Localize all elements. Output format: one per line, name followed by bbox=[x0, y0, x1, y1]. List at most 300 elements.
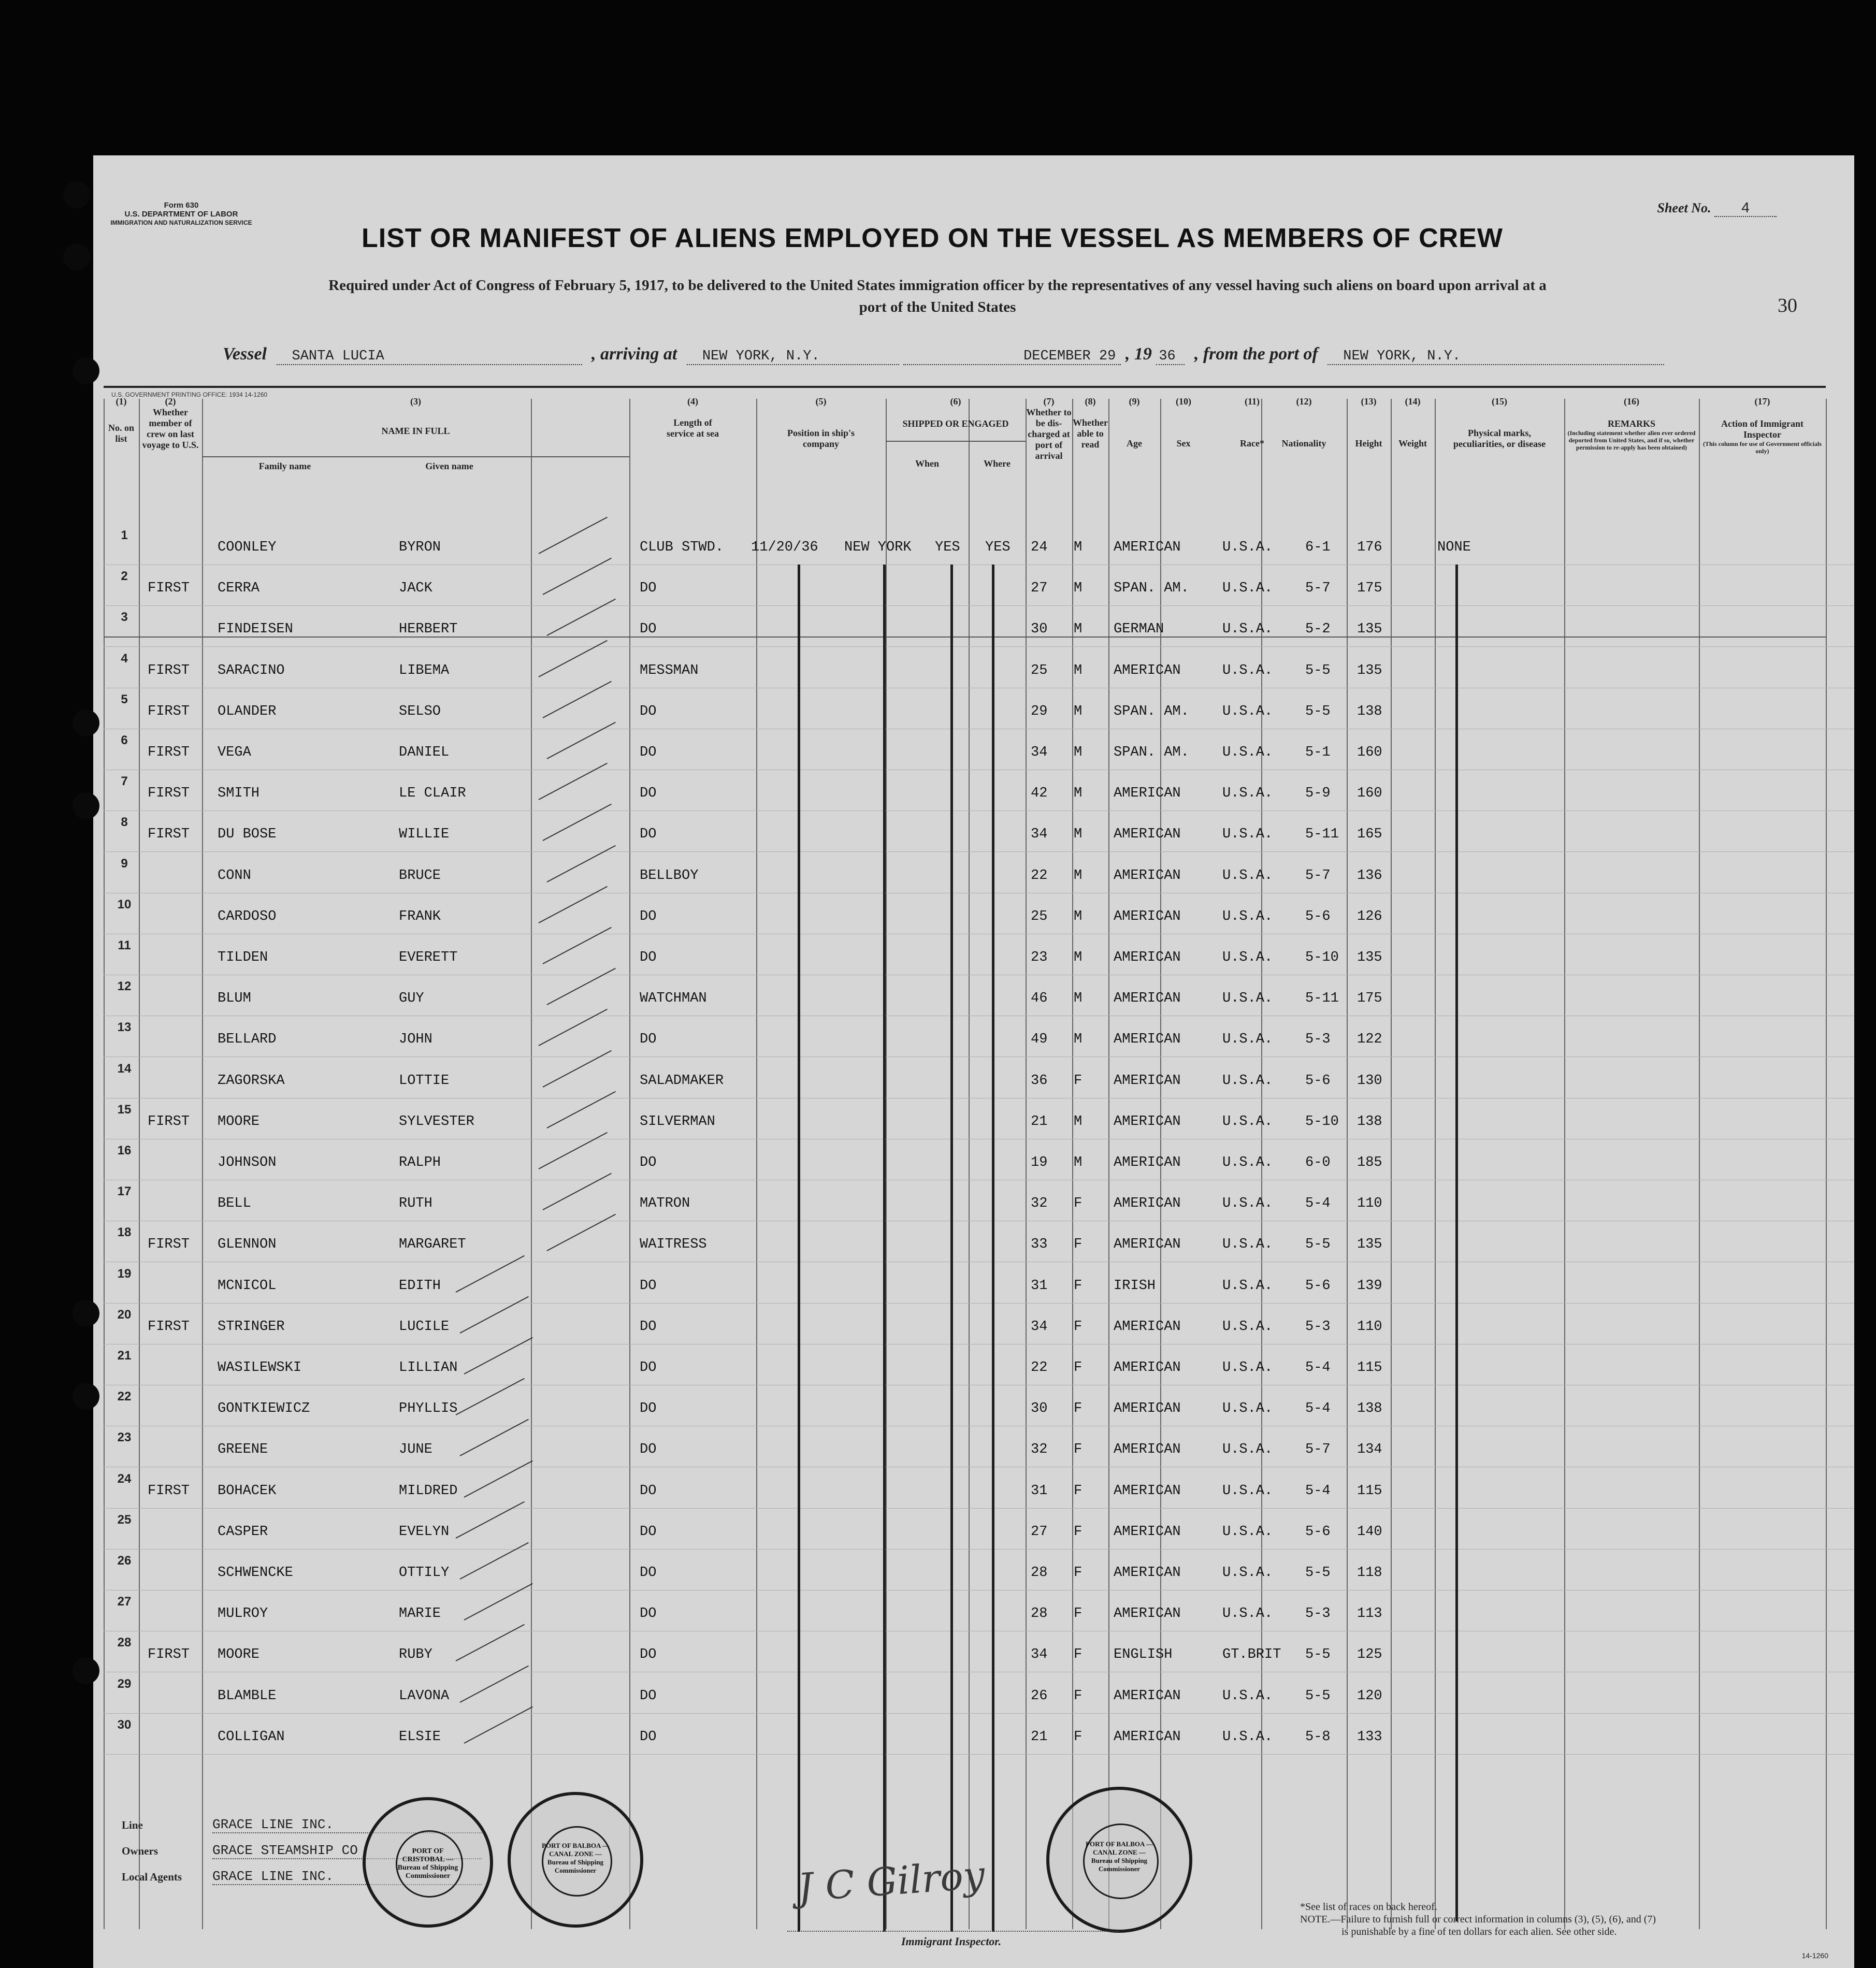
sex: M bbox=[1074, 786, 1083, 802]
balboa-canal-zone-seal bbox=[1046, 1787, 1192, 1933]
manifest-sheet bbox=[93, 155, 1854, 1968]
nationality: U.S.A. bbox=[1222, 1360, 1273, 1376]
age: 30 bbox=[1031, 1401, 1048, 1417]
weight: 138 bbox=[1357, 703, 1382, 719]
age: 34 bbox=[1031, 827, 1048, 843]
able-to-read: YES bbox=[985, 540, 1011, 555]
sex: M bbox=[1074, 662, 1083, 678]
row-rule bbox=[104, 1303, 1854, 1304]
weight: 110 bbox=[1357, 1196, 1382, 1212]
ship-position: DO bbox=[640, 1360, 657, 1376]
weight: 120 bbox=[1357, 1688, 1382, 1704]
weight: 138 bbox=[1357, 1401, 1382, 1417]
nationality: GT.BRIT bbox=[1222, 1647, 1281, 1663]
race: AMERICAN bbox=[1114, 991, 1181, 1007]
punch-hole bbox=[63, 181, 90, 208]
row-number: 6 bbox=[121, 733, 128, 747]
weight: 138 bbox=[1357, 1113, 1382, 1130]
race: AMERICAN bbox=[1114, 1360, 1181, 1376]
col16-label: REMARKS bbox=[1607, 418, 1655, 429]
weight: 175 bbox=[1357, 991, 1382, 1007]
height: 5-6 bbox=[1305, 1278, 1331, 1294]
col7-label: Whether to be dis- charged at port of arrival bbox=[1026, 407, 1072, 461]
ship-position: DO bbox=[640, 908, 657, 924]
race: AMERICAN bbox=[1114, 1113, 1181, 1130]
crew-last-voyage: FIRST bbox=[148, 1237, 190, 1253]
nationality: U.S.A. bbox=[1222, 1483, 1273, 1499]
given-name: ELSIE bbox=[399, 1729, 441, 1745]
height: 5-5 bbox=[1305, 1237, 1331, 1253]
sex: M bbox=[1074, 827, 1083, 843]
punch-hole bbox=[73, 710, 99, 736]
owners-label: Owners bbox=[122, 1845, 158, 1857]
col1-number: (1) bbox=[116, 396, 127, 407]
age: 49 bbox=[1031, 1032, 1048, 1048]
col6-number: (6) bbox=[950, 396, 961, 407]
note-line-1: *See list of races on back hereof. bbox=[1300, 1901, 1437, 1913]
row-rule bbox=[104, 646, 1854, 647]
sex: M bbox=[1074, 867, 1083, 884]
sex: M bbox=[1074, 621, 1083, 638]
sex: M bbox=[1074, 908, 1083, 924]
form-number: Form 630 bbox=[164, 201, 199, 210]
from-port: NEW YORK, N.Y. bbox=[1327, 349, 1664, 365]
sex: F bbox=[1074, 1688, 1083, 1704]
nationality: U.S.A. bbox=[1222, 1524, 1273, 1540]
age: 31 bbox=[1031, 1278, 1048, 1294]
family-name: OLANDER bbox=[218, 703, 277, 719]
col3-number: (3) bbox=[410, 396, 421, 407]
service-name: IMMIGRATION AND NATURALIZATION SERVICE bbox=[110, 219, 252, 226]
subtitle-line-2: port of the United States bbox=[859, 299, 1016, 315]
race: AMERICAN bbox=[1114, 1442, 1181, 1458]
age: 21 bbox=[1031, 1113, 1048, 1130]
ship-position: DO bbox=[640, 745, 657, 760]
given-name: LILLIAN bbox=[399, 1360, 458, 1376]
age: 28 bbox=[1031, 1606, 1048, 1622]
row-rule bbox=[104, 1754, 1854, 1755]
nationality: U.S.A. bbox=[1222, 1237, 1273, 1253]
given-name: JUNE bbox=[399, 1442, 432, 1458]
col3-header bbox=[202, 396, 629, 457]
col9-header bbox=[1108, 396, 1160, 449]
service-check-mark bbox=[456, 1378, 525, 1415]
weight: 115 bbox=[1357, 1360, 1382, 1376]
sheet-number-label: Sheet No. bbox=[1657, 200, 1711, 215]
sex: M bbox=[1074, 1113, 1083, 1130]
col16-note: (Including statement whether alien ever ordered deported from United States, and if so, whether permission to re-apply has been obtained) bbox=[1567, 429, 1696, 451]
service-check-mark bbox=[460, 1542, 529, 1580]
weight: 110 bbox=[1357, 1319, 1382, 1335]
punch-hole bbox=[73, 1657, 99, 1684]
race: AMERICAN bbox=[1114, 1237, 1181, 1253]
ship-position: MESSMAN bbox=[640, 662, 699, 678]
ship-position: CLUB STWD. bbox=[640, 540, 724, 555]
family-name: CERRA bbox=[218, 581, 260, 597]
race: SPAN. AM. bbox=[1114, 745, 1189, 760]
page-title: LIST OR MANIFEST OF ALIENS EMPLOYED ON THE VESSEL AS MEMBERS OF CREW bbox=[362, 223, 1503, 253]
age: 42 bbox=[1031, 786, 1048, 802]
race: AMERICAN bbox=[1114, 1688, 1181, 1704]
height: 5-4 bbox=[1305, 1196, 1331, 1212]
nationality: U.S.A. bbox=[1222, 745, 1273, 760]
row-rule bbox=[104, 1508, 1854, 1509]
race: IRISH bbox=[1114, 1278, 1156, 1294]
sex: F bbox=[1074, 1278, 1083, 1294]
family-name: MCNICOL bbox=[218, 1278, 277, 1294]
weight: 165 bbox=[1357, 827, 1382, 843]
weight: 133 bbox=[1357, 1729, 1382, 1745]
family-name: GLENNON bbox=[218, 1237, 277, 1253]
weight: 139 bbox=[1357, 1278, 1382, 1294]
ship-position: DO bbox=[640, 1155, 657, 1170]
ditto-line-read bbox=[992, 565, 994, 1932]
family-name: JOHNSON bbox=[218, 1155, 277, 1170]
weight: 130 bbox=[1357, 1073, 1382, 1089]
service-check-mark bbox=[539, 763, 608, 800]
sex: F bbox=[1074, 1565, 1083, 1581]
agents-label: Local Agents bbox=[122, 1871, 182, 1883]
row-number: 14 bbox=[117, 1061, 132, 1076]
nationality: U.S.A. bbox=[1222, 1606, 1273, 1622]
department-name: U.S. DEPARTMENT OF LABOR bbox=[124, 210, 238, 219]
family-name: MOORE bbox=[218, 1113, 260, 1130]
punch-hole bbox=[73, 1300, 99, 1327]
vessel-line bbox=[218, 344, 1664, 365]
discharged-flag: YES bbox=[935, 540, 960, 555]
nationality: U.S.A. bbox=[1222, 1113, 1273, 1130]
row-number: 26 bbox=[117, 1554, 132, 1568]
age: 25 bbox=[1031, 908, 1048, 924]
page-subtitle bbox=[124, 274, 1751, 318]
subtitle-line-1: Required under Act of Congress of February 5, 1917, to be delivered to the United States immigration officer by the representatives of any vessel having such aliens on board upon arrival at a bbox=[328, 277, 1547, 294]
height: 5-6 bbox=[1305, 1524, 1331, 1540]
given-name: GUY bbox=[399, 991, 424, 1007]
from-port-label: , from the port of bbox=[1194, 344, 1318, 364]
col16-header bbox=[1564, 396, 1699, 451]
row-number: 16 bbox=[117, 1144, 132, 1157]
family-name: CASPER bbox=[218, 1524, 268, 1540]
row-number: 10 bbox=[117, 897, 132, 911]
row-number: 30 bbox=[117, 1717, 132, 1732]
race: AMERICAN bbox=[1114, 908, 1181, 924]
punch-hole bbox=[73, 1383, 99, 1410]
given-name: SELSO bbox=[399, 703, 441, 719]
row-number: 24 bbox=[117, 1471, 132, 1486]
height: 5-1 bbox=[1305, 745, 1331, 760]
given-name: OTTILY bbox=[399, 1565, 450, 1581]
service-check-mark bbox=[460, 1419, 529, 1456]
row-number: 9 bbox=[121, 856, 128, 871]
col17-header bbox=[1699, 396, 1826, 455]
col12-number: (12) bbox=[1296, 396, 1312, 407]
nationality: U.S.A. bbox=[1222, 786, 1273, 802]
service-check-mark bbox=[547, 845, 616, 882]
given-name: LAVONA bbox=[399, 1688, 450, 1704]
row-number: 23 bbox=[117, 1430, 132, 1445]
crew-last-voyage: FIRST bbox=[148, 581, 190, 597]
col9-number: (9) bbox=[1129, 396, 1140, 407]
service-check-mark bbox=[464, 1706, 533, 1743]
race: AMERICAN bbox=[1114, 1401, 1181, 1417]
service-check-mark bbox=[456, 1255, 525, 1292]
note-line-2: NOTE.—Failure to furnish full or correct information in columns (3), (5), (6), and (7) bbox=[1300, 1914, 1656, 1925]
year-suffix: 36 bbox=[1156, 349, 1185, 365]
race: AMERICAN bbox=[1114, 950, 1181, 965]
crew-last-voyage: FIRST bbox=[148, 827, 190, 843]
family-name: GONTKIEWICZ bbox=[218, 1401, 310, 1417]
col6-header bbox=[886, 396, 1026, 442]
given-name: BYRON bbox=[399, 540, 441, 555]
ship-position: SILVERMAN bbox=[640, 1113, 715, 1130]
row-number: 8 bbox=[121, 815, 128, 830]
race: AMERICAN bbox=[1114, 1155, 1181, 1170]
given-name: RUBY bbox=[399, 1647, 432, 1663]
arriving-label: , arriving at bbox=[591, 344, 677, 364]
col5-header bbox=[756, 396, 886, 450]
given-name: JOHN bbox=[399, 1032, 432, 1048]
shipped-when: 11/20/36 bbox=[751, 540, 818, 555]
given-name: MARIE bbox=[399, 1606, 441, 1622]
nationality: U.S.A. bbox=[1222, 1196, 1273, 1212]
col4-header bbox=[629, 396, 756, 439]
service-check-mark bbox=[543, 1050, 612, 1087]
ditto-line-discharged bbox=[950, 565, 953, 1932]
age: 28 bbox=[1031, 1565, 1048, 1581]
service-check-mark bbox=[539, 640, 608, 677]
col4-number: (4) bbox=[687, 396, 698, 407]
given-name: RUTH bbox=[399, 1196, 432, 1212]
service-check-mark bbox=[543, 681, 612, 718]
col12-label: Nationality bbox=[1281, 438, 1326, 448]
shipped-when-header: When bbox=[915, 458, 939, 469]
punch-hole bbox=[73, 792, 99, 819]
height: 5-4 bbox=[1305, 1401, 1331, 1417]
row-number: 29 bbox=[117, 1676, 132, 1691]
arriving-port: NEW YORK, N.Y. bbox=[687, 349, 899, 365]
col6-label: SHIPPED OR ENGAGED bbox=[886, 418, 1026, 442]
col14-number: (14) bbox=[1405, 396, 1421, 407]
age: 22 bbox=[1031, 1360, 1048, 1376]
given-name: JACK bbox=[399, 581, 432, 597]
family-name: WASILEWSKI bbox=[218, 1360, 302, 1376]
col2-label: Whether member of crew on last voyage to U.S. bbox=[142, 407, 199, 450]
sex: M bbox=[1074, 950, 1083, 965]
nationality: U.S.A. bbox=[1222, 1073, 1273, 1089]
nationality: U.S.A. bbox=[1222, 1401, 1273, 1417]
ship-position: DO bbox=[640, 827, 657, 843]
nationality: U.S.A. bbox=[1222, 1319, 1273, 1335]
family-name: VEGA bbox=[218, 745, 251, 760]
sex: F bbox=[1074, 1606, 1083, 1622]
crew-last-voyage: FIRST bbox=[148, 703, 190, 719]
ship-position: DO bbox=[640, 786, 657, 802]
family-name: CARDOSO bbox=[218, 908, 277, 924]
canal-zone-seal-text: PORT OF BALBOA — CANAL ZONE — Bureau of Shipping Commissioner bbox=[1086, 1840, 1153, 1873]
nationality: U.S.A. bbox=[1222, 1565, 1273, 1581]
race: AMERICAN bbox=[1114, 1729, 1181, 1745]
weight: 160 bbox=[1357, 786, 1382, 802]
ship-position: DO bbox=[640, 1032, 657, 1048]
age: 34 bbox=[1031, 745, 1048, 760]
age: 26 bbox=[1031, 1688, 1048, 1704]
given-name: LOTTIE bbox=[399, 1073, 450, 1089]
nationality: U.S.A. bbox=[1222, 991, 1273, 1007]
height: 5-7 bbox=[1305, 581, 1331, 597]
race: AMERICAN bbox=[1114, 786, 1181, 802]
ship-position: DO bbox=[640, 1483, 657, 1499]
col3-label: NAME IN FULL bbox=[202, 426, 629, 457]
row-number: 20 bbox=[117, 1307, 132, 1322]
inspector-signature: J C Gilroy bbox=[796, 1853, 987, 1911]
col8-label: Whether able to read bbox=[1073, 417, 1108, 450]
age: 34 bbox=[1031, 1647, 1048, 1663]
row-number: 1 bbox=[121, 528, 128, 542]
ship-position: DO bbox=[640, 1401, 657, 1417]
row-number: 5 bbox=[121, 692, 128, 706]
age: 23 bbox=[1031, 950, 1048, 965]
given-name: DANIEL bbox=[399, 745, 450, 760]
row-number: 12 bbox=[117, 979, 132, 994]
sex: F bbox=[1074, 1237, 1083, 1253]
age: 21 bbox=[1031, 1729, 1048, 1745]
row-rule bbox=[104, 605, 1854, 606]
col7-number: (7) bbox=[1043, 396, 1055, 407]
height: 5-7 bbox=[1305, 867, 1331, 884]
row-number: 19 bbox=[117, 1266, 132, 1281]
family-name: SARACINO bbox=[218, 662, 285, 678]
given-name: SYLVESTER bbox=[399, 1113, 474, 1130]
given-name: EVELYN bbox=[399, 1524, 450, 1540]
col15-header bbox=[1435, 396, 1564, 450]
col14-label: Weight bbox=[1398, 438, 1427, 448]
given-name: MILDRED bbox=[399, 1483, 458, 1499]
ship-position: DO bbox=[640, 1442, 657, 1458]
row-number: 18 bbox=[117, 1225, 132, 1240]
physical-marks: NONE bbox=[1437, 540, 1471, 555]
age: 19 bbox=[1031, 1155, 1048, 1170]
shipped-where-header: Where bbox=[984, 458, 1011, 469]
height: 6-0 bbox=[1305, 1155, 1331, 1170]
race: AMERICAN bbox=[1114, 1073, 1181, 1089]
weight: 125 bbox=[1357, 1647, 1382, 1663]
weight: 115 bbox=[1357, 1483, 1382, 1499]
nationality: U.S.A. bbox=[1222, 1442, 1273, 1458]
nationality: U.S.A. bbox=[1222, 662, 1273, 678]
col10-header bbox=[1160, 396, 1207, 449]
sex: M bbox=[1074, 1032, 1083, 1048]
height: 5-5 bbox=[1305, 1688, 1331, 1704]
col13-header bbox=[1347, 396, 1391, 449]
col10-label: Sex bbox=[1176, 438, 1191, 448]
sex: F bbox=[1074, 1360, 1083, 1376]
service-check-mark bbox=[464, 1583, 533, 1620]
age: 29 bbox=[1031, 703, 1048, 719]
ship-position: DO bbox=[640, 1688, 657, 1704]
age: 22 bbox=[1031, 867, 1048, 884]
service-check-mark bbox=[539, 1009, 608, 1046]
family-name: MULROY bbox=[218, 1606, 268, 1622]
family-name: SCHWENCKE bbox=[218, 1565, 293, 1581]
sex: F bbox=[1074, 1442, 1083, 1458]
col8-number: (8) bbox=[1085, 396, 1096, 407]
height: 5-8 bbox=[1305, 1729, 1331, 1745]
ship-position: DO bbox=[640, 1524, 657, 1540]
ship-position: MATRON bbox=[640, 1196, 690, 1212]
page-count: 30 bbox=[1778, 295, 1797, 316]
race: AMERICAN bbox=[1114, 1032, 1181, 1048]
height: 5-10 bbox=[1305, 950, 1339, 965]
family-name: TILDEN bbox=[218, 950, 268, 965]
given-name: HERBERT bbox=[399, 621, 458, 638]
family-name: ZAGORSKA bbox=[218, 1073, 285, 1089]
sheet-number-value: 4 bbox=[1714, 199, 1777, 217]
service-check-mark bbox=[539, 1132, 608, 1169]
nationality: U.S.A. bbox=[1222, 1155, 1273, 1170]
height: 5-10 bbox=[1305, 1113, 1339, 1130]
age: 27 bbox=[1031, 581, 1048, 597]
service-check-mark bbox=[547, 1214, 616, 1251]
inspector-label: Immigrant Inspector. bbox=[901, 1935, 1002, 1948]
crew-last-voyage: FIRST bbox=[148, 1319, 190, 1335]
row-number: 4 bbox=[121, 651, 128, 665]
line-label: Line bbox=[122, 1819, 143, 1831]
age: 25 bbox=[1031, 662, 1048, 678]
col17-note: (This column for use of Government officials only) bbox=[1702, 440, 1822, 455]
height: 5-11 bbox=[1305, 827, 1339, 843]
race: AMERICAN bbox=[1114, 827, 1181, 843]
sex: M bbox=[1074, 991, 1083, 1007]
sex: F bbox=[1074, 1524, 1083, 1540]
race: AMERICAN bbox=[1114, 540, 1181, 555]
nationality: U.S.A. bbox=[1222, 908, 1273, 924]
weight: 175 bbox=[1357, 581, 1382, 597]
arrival-date: DECEMBER 29 bbox=[903, 349, 1121, 365]
age: 36 bbox=[1031, 1073, 1048, 1089]
family-name: CONN bbox=[218, 867, 251, 884]
weight: 113 bbox=[1357, 1606, 1382, 1622]
year-prefix: , 19 bbox=[1125, 344, 1152, 364]
nationality: U.S.A. bbox=[1222, 1729, 1273, 1745]
ship-position: BELLBOY bbox=[640, 867, 699, 884]
family-name: BELL bbox=[218, 1196, 251, 1212]
ditto-line-marks bbox=[1455, 565, 1458, 1921]
nationality: U.S.A. bbox=[1222, 581, 1273, 597]
ship-position: DO bbox=[640, 1278, 657, 1294]
row-number: 22 bbox=[117, 1390, 132, 1404]
family-name-header: Family name bbox=[258, 461, 311, 471]
ship-position: DO bbox=[640, 950, 657, 965]
note-line-3: is punishable by a fine of ten dollars for each alien. See other side. bbox=[1341, 1926, 1617, 1937]
ship-position: DO bbox=[640, 1606, 657, 1622]
height: 5-3 bbox=[1305, 1319, 1331, 1335]
age: 24 bbox=[1031, 540, 1048, 555]
balboa-seal-text: PORT OF BALBOA — CANAL ZONE — Bureau of Shipping Commissioner bbox=[542, 1842, 609, 1874]
weight: 126 bbox=[1357, 908, 1382, 924]
row-number: 2 bbox=[121, 569, 128, 584]
crew-last-voyage: FIRST bbox=[148, 1113, 190, 1130]
nationality: U.S.A. bbox=[1222, 703, 1273, 719]
service-check-mark bbox=[460, 1296, 529, 1333]
height: 5-5 bbox=[1305, 1647, 1331, 1663]
age: 33 bbox=[1031, 1237, 1048, 1253]
col7-header bbox=[1026, 396, 1072, 461]
col12-header bbox=[1261, 396, 1347, 449]
given-name: PHYLLIS bbox=[399, 1401, 458, 1417]
family-name: SMITH bbox=[218, 786, 260, 802]
given-name: RALPH bbox=[399, 1155, 441, 1170]
ship-position: DO bbox=[640, 581, 657, 597]
